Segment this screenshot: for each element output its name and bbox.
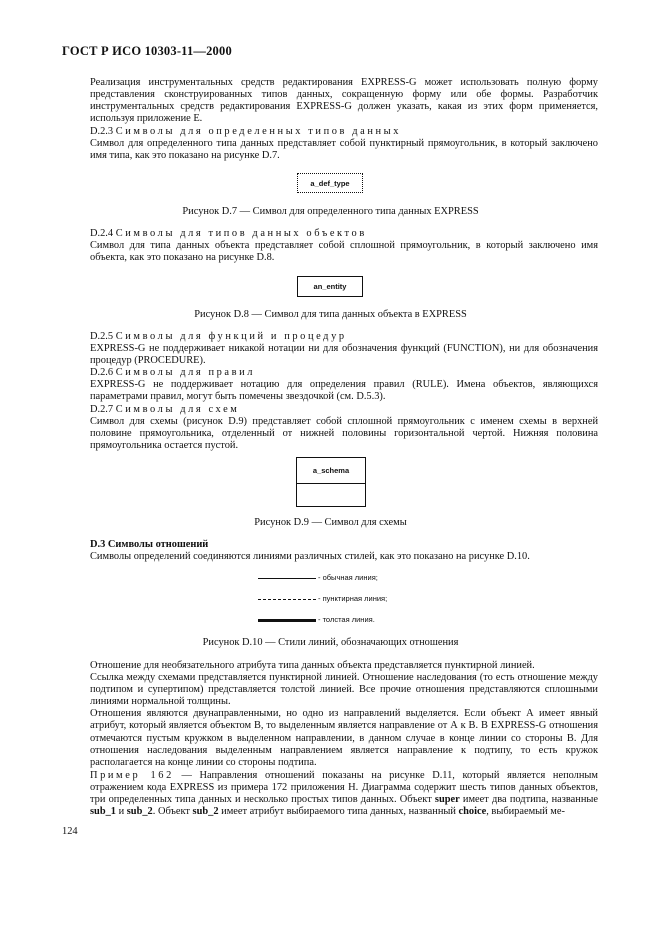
paragraph-text: Отношения являются двунаправленными, но одно из направлений выделяется. Если объект А имеет явный атрибут, который является объектом В, то выделенным является направление от А к В. В EXPRESS-G отношения отмечаются пустым кружком в выделенном направлении, в данном случае в конце линии со стороны В. Для отношения наследования выделенным направлением является направление к подтипу, то есть кружок располагается на конце линии со стороны подтипа. — [90, 708, 598, 768]
line-label: - толстая линия. — [318, 615, 375, 624]
line-style-normal — [258, 574, 418, 584]
section-heading — [90, 367, 598, 379]
paragraph-text: Символ для определенного типа данных представляет собой пунктирный прямоугольник, в который заключено имя типа, как это показано на рисунке D.7. — [90, 138, 598, 162]
entity-symbol: an_entity — [297, 276, 363, 297]
line-label: - обычная линия; — [318, 573, 378, 582]
section-title: Символы для функций и процедур — [115, 331, 347, 342]
example-text: имеет атрибут выбираемого типа данных, названный — [218, 806, 459, 818]
paragraph-text: Реализация инструментальных средств редактирования EXPRESS-G может использовать полную форму представления сконструированных типов данных, сокращенную форму или обе формы. Разработчик инструментальных средств редактирования EXPRESS-G должен указать, какая из этих форм применяется, используя приложение E. — [90, 77, 598, 125]
section-d24 — [90, 228, 598, 264]
paragraph-text: Символы определений соединяются линиями различных стилей, как это показано на рисунке D.10. — [90, 551, 530, 563]
paragraph-text: EXPRESS-G не поддерживает никакой нотации ни для обозначения функций (FUNCTION), ни для обозначения процедур (PROCEDURE). — [90, 343, 598, 367]
figure-caption: Рисунок D.9 — Символ для схемы — [254, 517, 407, 528]
section-d25-d27 — [90, 331, 598, 452]
code-term: sub_2 — [126, 806, 153, 818]
example-text: — Направления отношений показаны на рисунке D.11, который является неполным отражением кода EXPRESS из примера 172 приложения H. Диаграмма содержит шесть типов данных объектов, три определенных типа данных и несколько простых типов данных. Объект — [90, 770, 598, 806]
line-label: - пунктирная линия; — [318, 594, 388, 603]
example-text: и — [116, 806, 127, 818]
section-heading — [90, 331, 598, 343]
dashed-line — [258, 599, 316, 600]
section-d3 — [90, 539, 598, 563]
code-term: sub_1 — [90, 806, 116, 818]
schema-symbol — [296, 457, 366, 507]
code-term: choice — [458, 806, 487, 818]
section-number: D.2.3 — [90, 126, 114, 137]
relations-text — [90, 660, 598, 769]
section-number: D.2.6 — [90, 367, 114, 379]
section-heading — [90, 126, 598, 138]
schema-name: a_schema — [297, 458, 365, 484]
figure-caption: Рисунок D.7 — Символ для определенного типа данных EXPRESS — [182, 206, 479, 217]
code-term: super — [434, 794, 460, 806]
figure-caption: Рисунок D.8 — Символ для типа данных объекта в EXPRESS — [194, 309, 467, 320]
defined-type-symbol: a_def_type — [297, 173, 363, 193]
section-heading: D.3 Символы отношений — [90, 539, 209, 550]
section-title: Символы для схем — [115, 403, 240, 415]
paragraph-text: Символ для схемы (рисунок D.9) представляет собой сплошной прямоугольник с именем схемы в верхней половине прямоугольника, отделенный от нижней половины горизонтальной чертой. Нижняя половина прямоугольника остается пустой. — [90, 415, 598, 451]
section-title: Символы для определенных типов данных — [115, 126, 402, 137]
line-style-dashed — [258, 595, 418, 605]
page-number: 124 — [62, 826, 78, 837]
section-number: D.2.5 — [90, 331, 114, 342]
example-paragraph — [90, 770, 598, 818]
intro-paragraph — [90, 77, 598, 125]
section-number: D.2.4 — [90, 228, 114, 239]
line-style-thick — [258, 616, 418, 626]
thick-line — [258, 619, 316, 622]
section-heading — [90, 404, 598, 416]
section-number: D.2.7 — [90, 403, 114, 415]
paragraph-text: Символ для типа данных объекта представляет собой сплошной прямоугольник, в который заключено имя объекта, как это показано на рисунке D.8. — [90, 240, 598, 264]
paragraph-text: EXPRESS-G не поддерживает нотацию для определения правил (RULE). Имена объектов, являющихся параметрами правил, могут быть помечены звездочкой (см. D.5.3). — [90, 379, 598, 403]
paragraph-text: Отношение для необязательного атрибута типа данных объекта представляется пунктирной линией. — [90, 660, 535, 671]
section-title: Символы для правил — [115, 367, 256, 379]
document-header: ГОСТ Р ИСО 10303-11—2000 — [62, 44, 232, 58]
paragraph-text: Ссылка между схемами представляется пунктирной линией. Отношение наследования (то есть отношение между подтипом и супертипом) представляется толстой линией. Все прочие отношения представляются сплошными линиями нормальной толщины. — [90, 672, 598, 708]
section-title: Символы для типов данных объектов — [115, 228, 367, 239]
figure-caption: Рисунок D.10 — Стили линий, обозначающих отношения — [202, 637, 459, 648]
code-term: sub_2 — [192, 806, 219, 818]
example-lead: Пример 162 — [90, 770, 174, 781]
example-text: , выбираемый ме- — [486, 806, 565, 818]
section-heading — [90, 228, 598, 240]
example-text: . Объект — [152, 806, 193, 818]
example-text: имеет два подтипа, названные — [459, 794, 598, 806]
paragraph-text — [90, 770, 598, 818]
normal-line — [258, 578, 316, 579]
section-d23 — [90, 126, 598, 162]
